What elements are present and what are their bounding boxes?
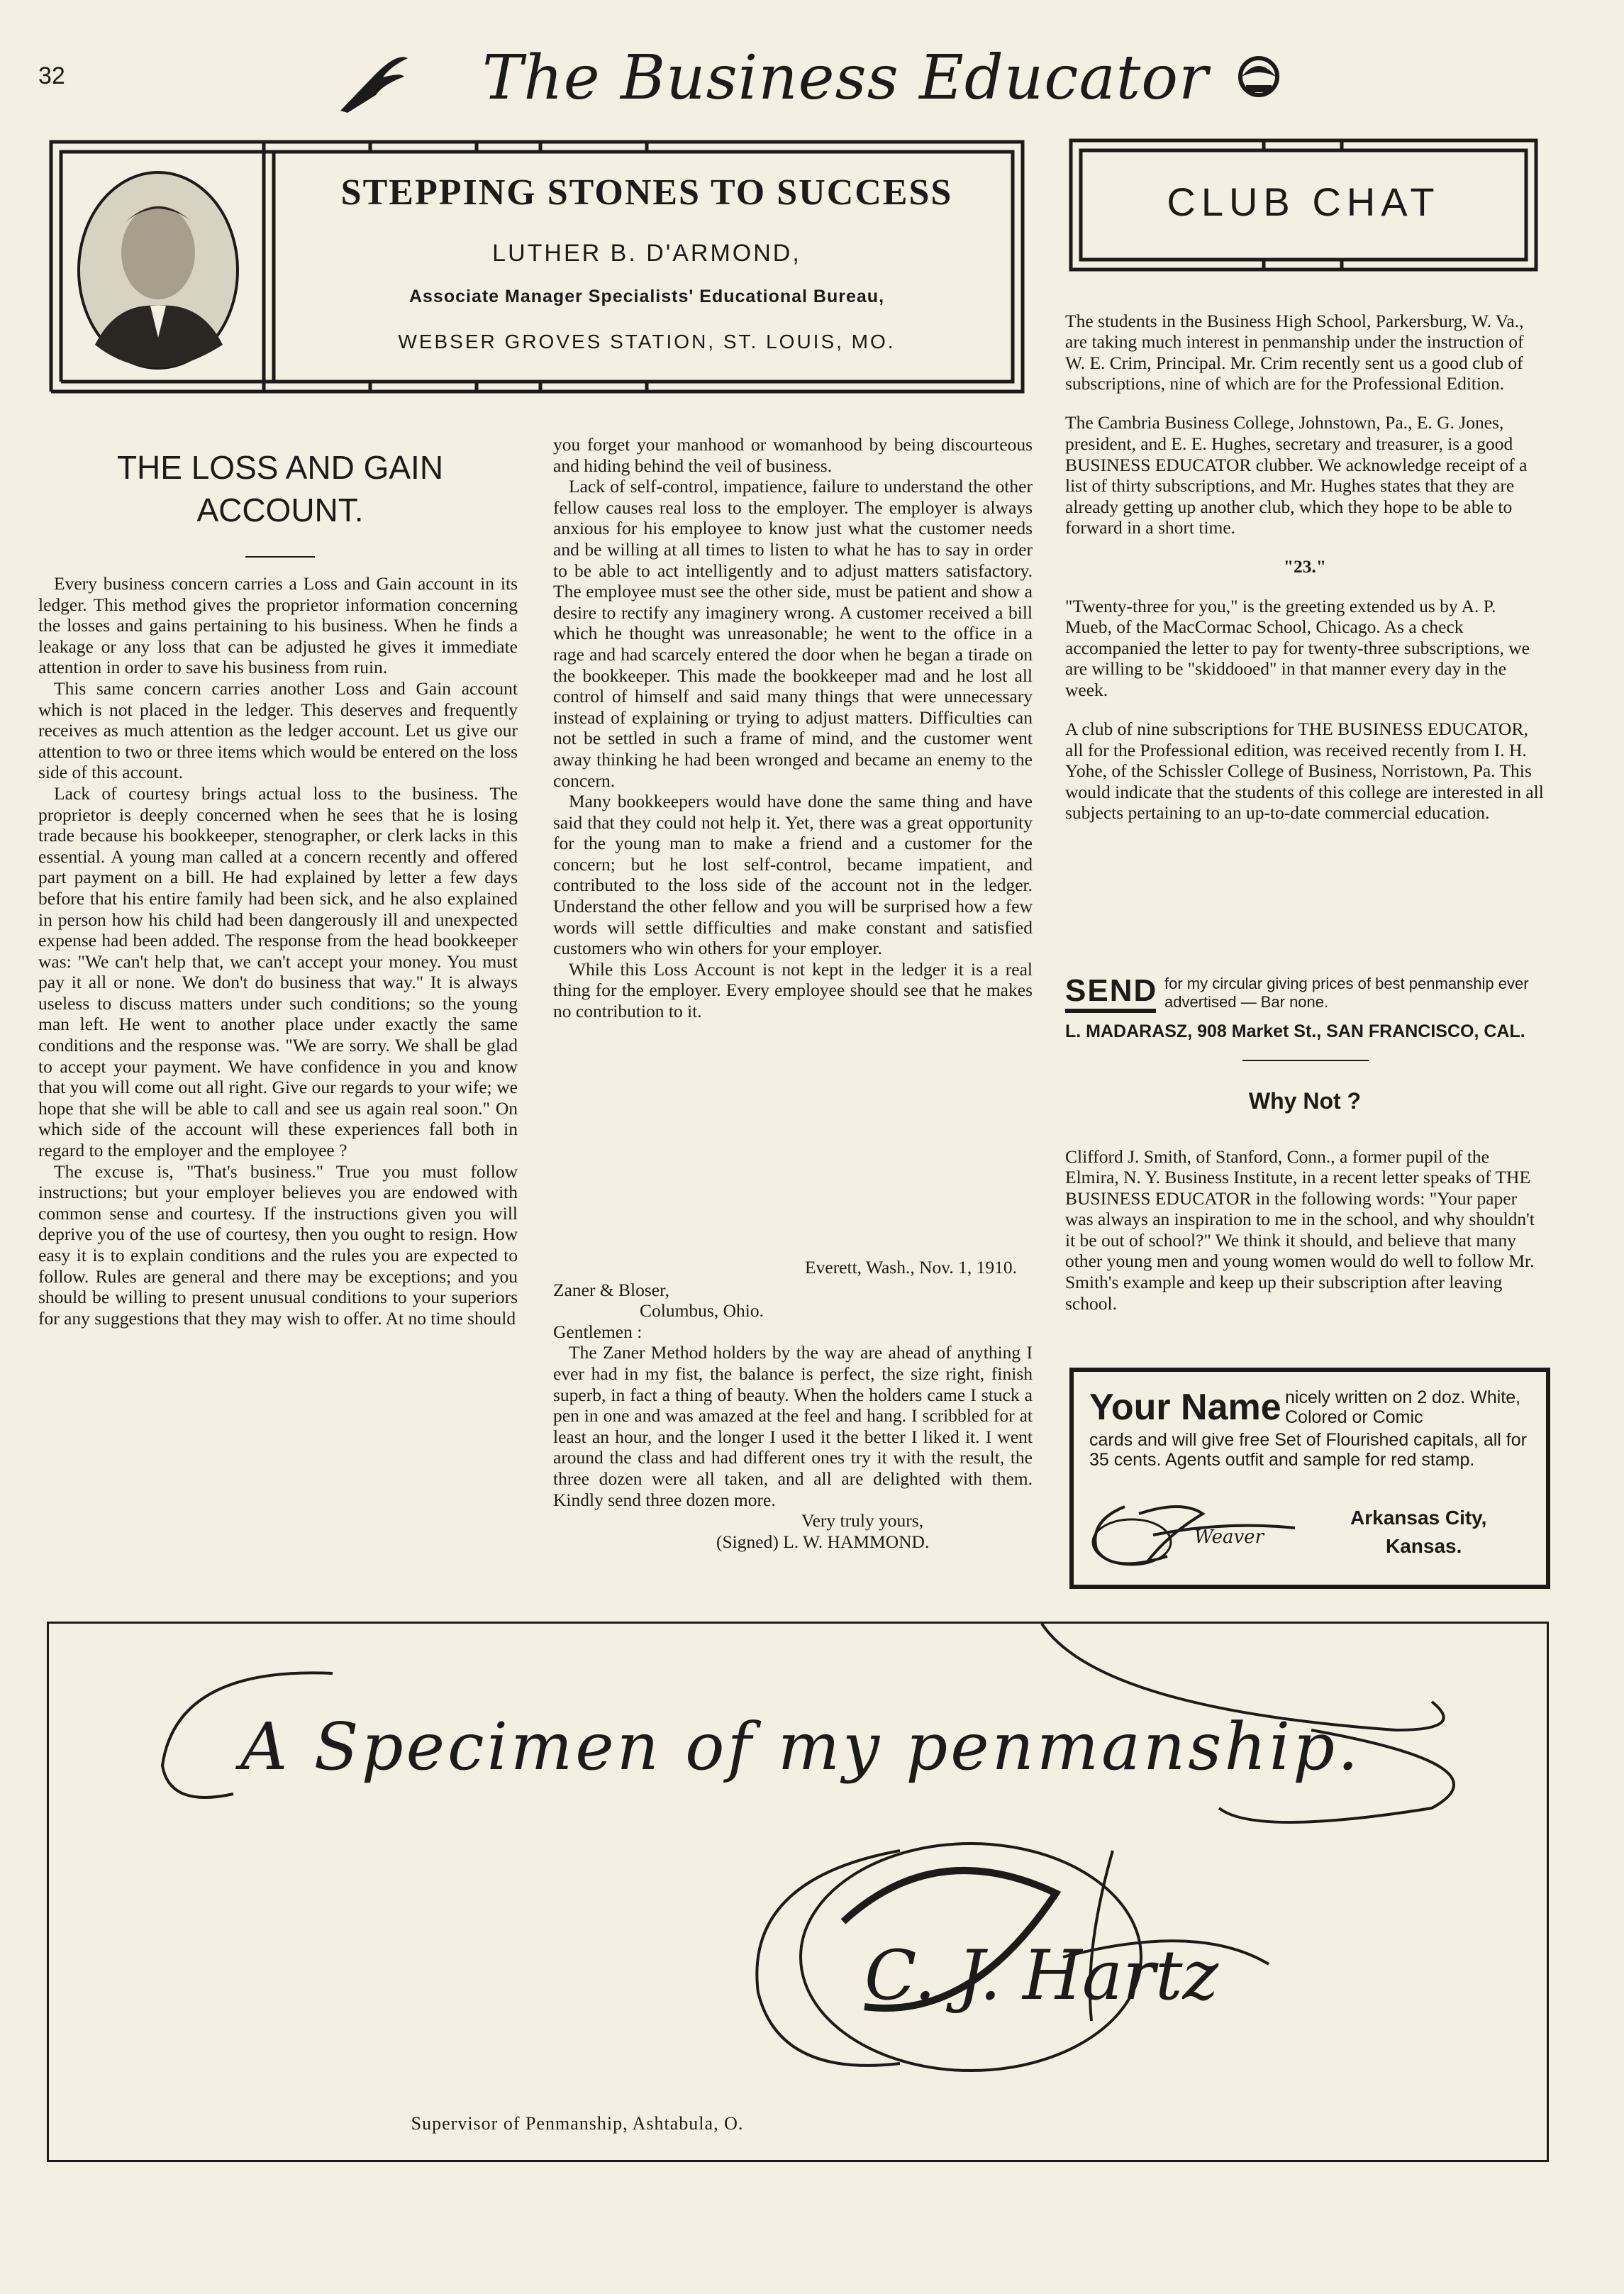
magazine-title: The Business Educator bbox=[482, 43, 1209, 113]
why-not-column bbox=[1065, 1128, 1545, 1332]
eagle-emblem-icon bbox=[1230, 41, 1287, 112]
send-ad bbox=[1065, 973, 1545, 1042]
letter-salutation: Gentlemen : bbox=[553, 1321, 643, 1342]
letter-addressee-city: Columbus, Ohio. bbox=[640, 1300, 764, 1321]
letter-closing: Very truly yours, bbox=[801, 1510, 924, 1531]
specimen-caption: Supervisor of Penmanship, Ashtabula, O. bbox=[411, 2113, 744, 2134]
page-number: 32 bbox=[38, 62, 65, 89]
quill-icon bbox=[333, 45, 411, 116]
club-chat-subhead: "23." bbox=[1283, 556, 1327, 577]
club-chat-title: CLUB CHAT bbox=[1167, 179, 1440, 224]
article-paragraph: you forget your manhood or womanhood by being discourteous and hiding behind the veil of business. bbox=[553, 434, 1033, 476]
article-paragraph: Many bookkeepers would have done the same thing and have said that they could not help it. Yet, there was a great opportunity for the young man to make a friend and a customer for the concern; but he lost self-control, became impatient, and contributed to the loss side of the account not in the ledger. Understand the other fellow and you will be surprised how a few words will settle difficulties and make constant and satisfied customers who win others for your employer. bbox=[553, 791, 1033, 959]
article-title-line1: THE LOSS AND GAIN bbox=[116, 449, 444, 486]
club-chat-column bbox=[1065, 292, 1545, 841]
your-name-ad bbox=[1069, 1368, 1550, 1589]
section-divider bbox=[1242, 1060, 1369, 1061]
your-name-body: cards and will give free Set of Flourished capitals, all for 35 cents. Agents outfit and sample for red stamp. bbox=[1089, 1430, 1527, 1470]
why-not-paragraph: Clifford J. Smith, of Stanford, Conn., a former pupil of the Elmira, N. Y. Business Institute, in a recent letter speaks of THE BUSINESS EDUCATOR in the following words: "Your paper was always an inspiration to me in the school, and why shouldn't it be out of school?" We think it should, and believe that many other young men and young women would do well to follow Mr. Smith's example and keep up their subscription after leaving school. bbox=[1065, 1146, 1535, 1314]
your-name-signature: Weaver bbox=[1194, 1526, 1264, 1548]
club-chat-paragraph: A club of nine subscriptions for THE BUSINESS EDUCATOR, all for the Professional edition, was received recently from I. H. Yohe, of the Schissler College of Business, Norristown, Pa. This would indicate that the students of this college are interested in all subjects pertaining to an up-to-date commercial education. bbox=[1065, 719, 1544, 824]
article-paragraph: While this Loss Account is not kept in the ledger it is a real thing for the employer. Every employee should see that he makes no contribution to it. bbox=[553, 958, 1033, 1022]
club-chat-paragraph: "Twenty-three for you," is the greeting extended us by A. P. Mueb, of the MacCormac School, Chicago. As a check accompanied the letter to pay for twenty-three subscriptions, we are willing to be "skiddooed" in that manner every day in the week. bbox=[1065, 595, 1530, 700]
send-ad-address: L. MADARASZ, 908 Market St., SAN FRANCISCO, CAL. bbox=[1065, 1021, 1525, 1041]
article-column-1 bbox=[38, 573, 518, 1329]
feature-box bbox=[44, 135, 1030, 399]
feature-location: WEBSER GROVES STATION, ST. LOUIS, MO. bbox=[398, 331, 896, 353]
article-paragraph: Every business concern carries a Loss and Gain account in its ledger. This method gives the proprietor information concerning the losses and gains pertaining to his business. When he finds a leakage or any loss that can be adjusted he gives it immediate attention in order to save his business from ruin. bbox=[38, 573, 518, 678]
penmanship-specimen bbox=[47, 1622, 1549, 2162]
why-not-title: Why Not ? bbox=[1248, 1088, 1362, 1114]
article-paragraph: Lack of self-control, impatience, failure to understand the other fellow causes real loss to the employer. The employer is always anxious for his employee to know just what the customer needs and be willing at all times to listen to what he has to say in order to be able to act intelligently and to adjust matters satisfactory. The employee must see the other side, must be patient and show a desire to rectify any imaginery wrong. A customer received a bill which he thought was unreasonable; he went to the office in a rage and had scarcely entered the door when he began a tirade on the bookkeeper. This made the bookkeeper mad and he lost all control of himself and said many things that were unnecessary instead of explaining or trying to adjust matters. Difficulties can not be settled in such a frame of mind, and the customer went away thinking he had been wronged and became an enemy to the concern. bbox=[553, 476, 1033, 791]
article-paragraph: Lack of courtesy brings actual loss to the business. The proprietor is deeply concerned when he sees that he is losing trade because his bookkeeper, stenographer, or clerk lacks in this essential. A young man called at a concern recently and offered part payment on a bill. He had explained by letter a few days before that his entire family had been sick, and he also explained in person how his child had been dangerously ill and unexpected expense had been added. The response from the head bookkeeper was: "We can't help that, we can't accept your money. You must pay it all or none. We don't do business that way." It is always useless to discuss matters under such conditions; so the young man left. He went to another place under exactly the same conditions and the response was. "We are sorry. We shall be glad to accept your payment. We have confidence in you and know that you will come out all right. Give our regards to your wife; we hope that she will be able to call and see us again real soon." On which side of the account will these experiences fall both in regard to the employer and the employee ? bbox=[38, 782, 518, 1161]
article-title-line2: ACCOUNT. bbox=[196, 492, 364, 528]
club-chat-paragraph: The students in the Business High School, Parkersburg, W. Va., are taking much interest in penmanship under the instruction of W. E. Crim, Principal. Mr. Crim recently sent us a good club of subscriptions, nine of which are for the Professional Edition. bbox=[1065, 310, 1524, 394]
your-name-side-text: nicely written on 2 doz. White, Colored or Comic bbox=[1285, 1387, 1521, 1427]
article-paragraph: The excuse is, "That's business." True you must follow instructions; but your employer believes you are endowed with common sense and courtesy. If the instructions given you will deprive you of the use of courtesy, then you ought to resign. How easy it is to explain conditions and the rules you are expected to follow. Rules are general and there may be exceptions; and you should be willing to present unusual conditions to your superiors for any suggestions that they may wish to offer. At no time should bbox=[38, 1160, 518, 1329]
letter bbox=[553, 1257, 1033, 1552]
club-chat-header bbox=[1065, 135, 1542, 275]
specimen-script-line: A Specimen of my penmanship. bbox=[240, 1709, 1362, 1785]
your-name-city: Arkansas City, bbox=[1350, 1507, 1487, 1529]
send-ad-text: for my circular giving prices of best penmanship ever advertised — Bar none. bbox=[1164, 975, 1529, 1011]
feature-position: Associate Manager Specialists' Educational Bureau, bbox=[408, 287, 885, 306]
your-name-state: Kansas. bbox=[1386, 1535, 1462, 1557]
masthead bbox=[333, 41, 1291, 119]
feature-author: LUTHER B. D'ARMOND, bbox=[492, 240, 801, 267]
feature-title: STEPPING STONES TO SUCCESS bbox=[340, 172, 953, 213]
article-paragraph: This same concern carries another Loss and Gain account which is not placed in the ledger. This deserves and frequently receives as much attention as the ledger account. Let us give our attention to two or three items which would be entered on the loss side of this account. bbox=[38, 677, 518, 783]
send-ad-word: SEND bbox=[1065, 973, 1158, 1008]
club-chat-paragraph: The Cambria Business College, Johnstown, Pa., E. G. Jones, president, and E. E. Hughes, secretary and treasurer, is a good BUSINESS EDUCATOR clubber. We acknowledge receipt of a list of thirty subscriptions, and Mr. Hughes states that they are already getting up another club, which they hope to be able to forward in a short time. bbox=[1065, 412, 1528, 538]
title-divider bbox=[245, 556, 315, 558]
flourish-ornament bbox=[49, 1624, 1547, 2160]
article-column-2 bbox=[553, 434, 1033, 1022]
letter-addressee: Zaner & Bloser, bbox=[553, 1279, 669, 1300]
specimen-signature: C. J. Hartz bbox=[864, 1936, 1219, 2015]
your-name-headline: Your Name bbox=[1089, 1387, 1281, 1428]
send-ad-underline bbox=[1065, 1009, 1156, 1013]
letter-dateline: Everett, Wash., Nov. 1, 1910. bbox=[805, 1257, 1017, 1278]
letter-signature: (Signed) L. W. HAMMOND. bbox=[716, 1531, 930, 1552]
author-portrait bbox=[74, 167, 243, 373]
letter-body: The Zaner Method holders by the way are ahead of anything I ever had in my fist, the balance is perfect, the size right, finish superb, in fact a thing of beauty. When the holders came I stuck a pen in one and was amazed at the feel and hang. I scribbled for at least an hour, and the longer I used it the better I liked it. I went around the class and had different ones try it with the result, the three dozen were all taken, and all are delighted with them. Kindly send three dozen more. bbox=[553, 1342, 1033, 1510]
